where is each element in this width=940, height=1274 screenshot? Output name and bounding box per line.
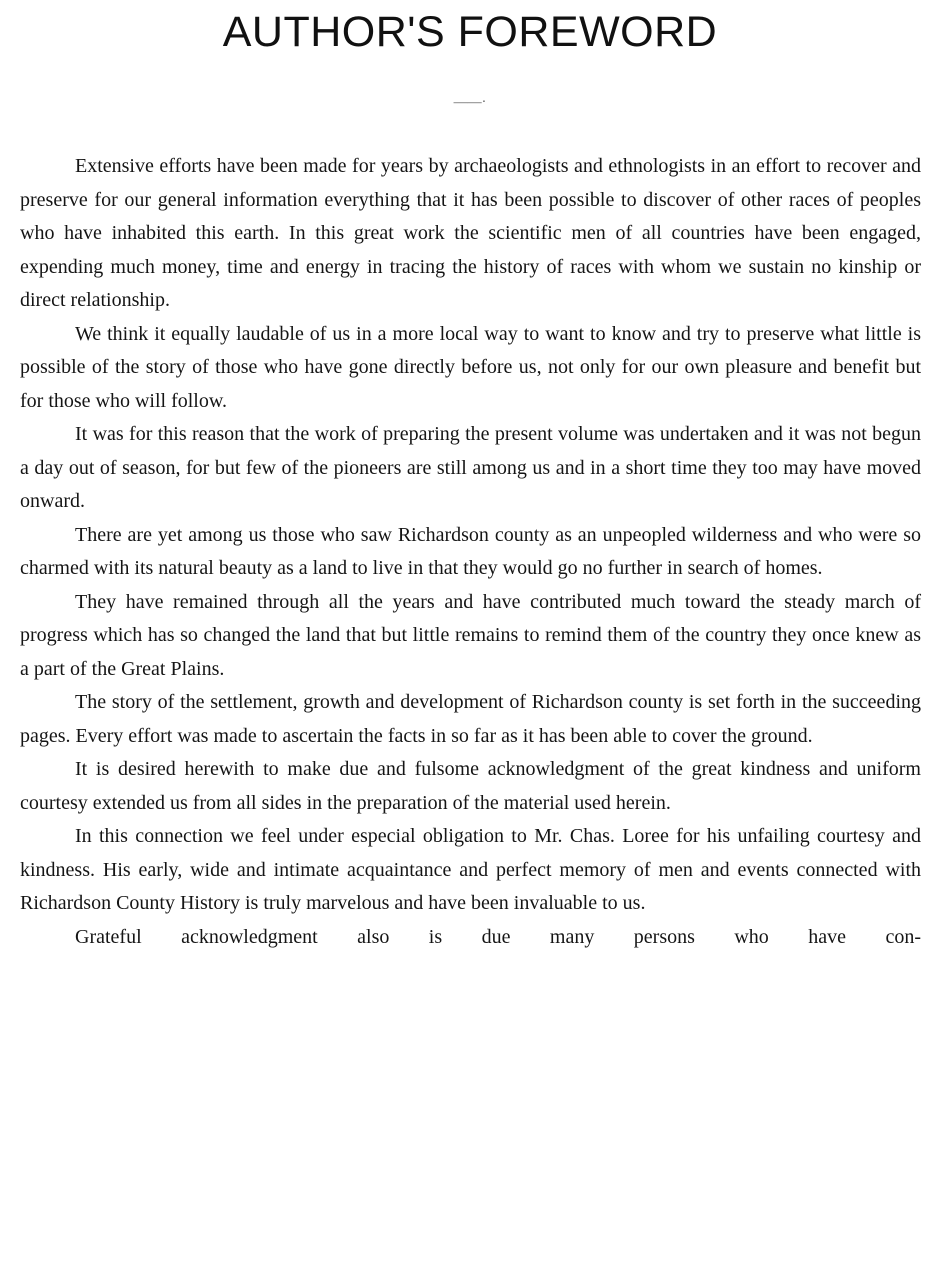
paragraph-9: Grateful acknowledgment also is due many persons who have con- [75,925,921,948]
foreword-body [20,150,921,954]
paragraph-4: There are yet among us those who saw Richardson county as an unpeopled wilderness and who were so charmed with its natural beauty as a land to live in that they would go no further in search of homes. [20,523,921,579]
paragraph-5: They have remained through all the years and have contributed much toward the steady march of progress which has so changed the land that but little remains to remind them of the country they once knew as a part of the Great Plains. [20,590,921,680]
paragraph-3: It was for this reason that the work of preparing the present volume was undertaken and it was not begun a day out of season, for but few of the pioneers are still among us and in a short time they too may have moved onward. [20,423,921,512]
paragraph-2: We think it equally laudable of us in a more local way to want to know and try to preserve what little is possible of the story of those who have gone directly before us, not only for our own pleasure and benefit but for those who will follow. [20,322,921,412]
paragraph-6: The story of the settlement, growth and development of Richardson county is set forth in the succeeding pages. Every effort was made to ascertain the facts in so far as it has been able to cover the ground. [20,691,921,747]
page-title: AUTHOR'S FOREWORD [222,8,718,56]
paragraph-7: It is desired herewith to make due and fulsome acknowledgment of the great kindness and uniform courtesy extended us from all sides in the preparation of the material used herein. [20,758,921,814]
paragraph-8: In this connection we feel under especial obligation to Mr. Chas. Loree for his unfailing courtesy and kindness. His early, wide and intimate acquaintance and perfect memory of men and events connected with Richardson County History is truly marvelous and have been invaluable to us. [20,825,921,914]
title-ornament-rule: ——· [453,95,487,110]
paragraph-1: Extensive efforts have been made for years by archaeologists and ethnologists in an effort to recover and preserve for our general information everything that it has been possible to discover of other races of peoples who have inhabited this earth. In this great work the scientific men of all countries have been engaged, expending much money, time and energy in tracing the history of races with whom we sustain no kinship or direct relationship. [20,155,921,311]
